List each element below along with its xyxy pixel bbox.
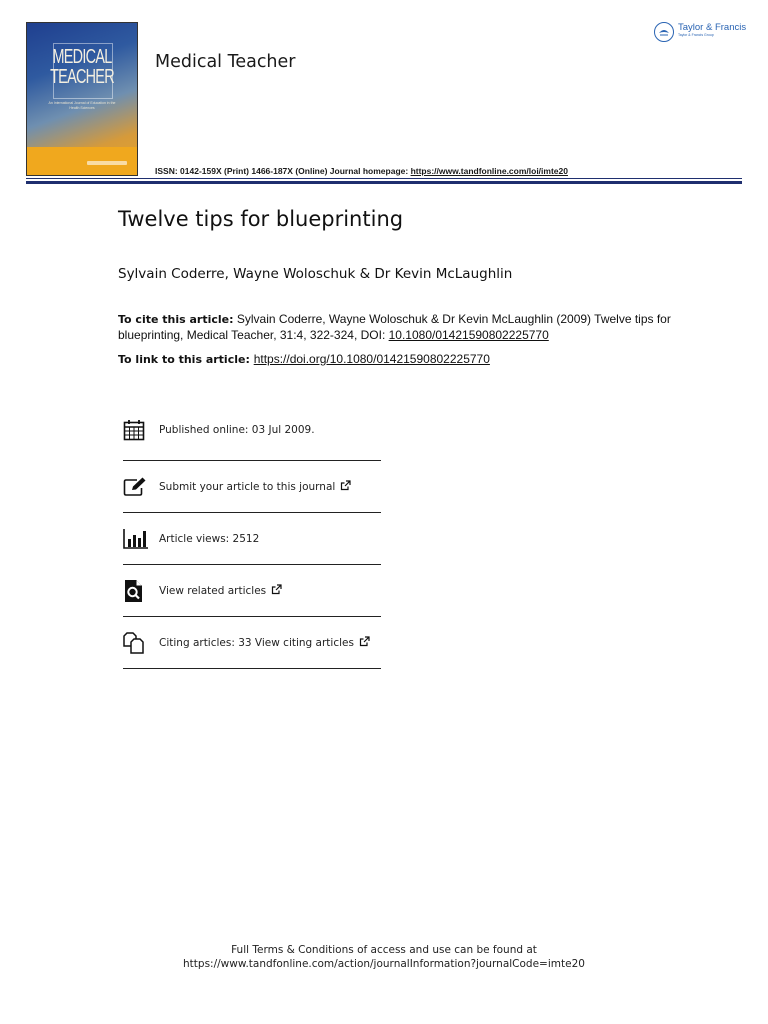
header-rule-thin	[26, 178, 742, 179]
article-authors: Sylvain Coderre, Wayne Woloschuk & Dr Kevin McLaughlin	[118, 266, 513, 282]
meta-related[interactable]	[123, 565, 381, 617]
publisher-circle-icon	[654, 22, 674, 42]
article-views: Article views: 2512	[159, 532, 260, 545]
journal-title[interactable]: Medical Teacher	[155, 52, 296, 72]
external-link-icon	[271, 584, 282, 595]
journal-homepage-link[interactable]: https://www.tandfonline.com/loi/imte20	[410, 166, 568, 176]
cite-doi-link[interactable]: 10.1080/01421590802225770	[388, 327, 549, 342]
article-meta-list	[123, 400, 381, 669]
calendar-icon	[123, 417, 155, 443]
bar-chart-icon	[123, 526, 155, 552]
cover-band	[27, 147, 137, 175]
published-date: Published online: 03 Jul 2009.	[159, 424, 315, 436]
submit-article-label: Submit your article to this journal	[159, 481, 336, 493]
link-label: To link to this article:	[118, 353, 254, 366]
cover-title-line2: TEACHER	[50, 66, 114, 88]
related-articles-label: View related articles	[159, 585, 267, 597]
submit-article-link[interactable]	[159, 480, 351, 493]
meta-published	[123, 400, 381, 461]
footer	[0, 943, 768, 971]
publisher-group: Taylor & Francis Group	[678, 33, 714, 37]
related-articles-link[interactable]	[159, 584, 282, 597]
footer-terms-line: Full Terms & Conditions of access and use can be found at	[231, 944, 537, 956]
cover-title-line1: MEDICAL	[52, 46, 112, 68]
header-rule-thick	[26, 181, 742, 184]
publisher-logo[interactable]	[654, 22, 746, 42]
article-title: Twelve tips for blueprinting	[118, 207, 404, 231]
citing-documents-icon	[123, 630, 155, 656]
publisher-name: Taylor & Francis	[678, 22, 747, 33]
external-link-icon	[340, 480, 351, 491]
citation	[118, 312, 678, 343]
external-link-icon	[359, 636, 370, 647]
search-document-icon	[123, 578, 155, 604]
citing-articles-link[interactable]	[159, 636, 370, 649]
cover-title	[42, 47, 121, 87]
meta-citing[interactable]	[123, 617, 381, 669]
cite-text: Sylvain Coderre, Wayne Woloschuk & Dr Kevin McLaughlin (2009) Twelve tips for blueprinting, Medical Teacher, 31:4, 322-324, DOI:	[118, 312, 671, 342]
meta-submit[interactable]	[123, 461, 381, 513]
journal-cover	[26, 22, 138, 176]
cover-publisher-logo	[87, 161, 127, 165]
citing-articles-label: Citing articles: 33 View citing articles	[159, 637, 354, 649]
edit-icon	[123, 474, 155, 500]
article-doi-link[interactable]: https://doi.org/10.1080/01421590802225770	[253, 352, 490, 366]
issn-line	[155, 166, 568, 176]
issn-text: ISSN: 0142-159X (Print) 1466-187X (Online) Journal homepage:	[155, 166, 411, 176]
meta-views	[123, 513, 381, 565]
cite-label: To cite this article:	[118, 313, 234, 326]
footer-terms-link[interactable]: https://www.tandfonline.com/action/journalInformation?journalCode=imte20	[183, 958, 585, 970]
cover-subtitle: An International Journal of Education in the Health Sciences	[48, 101, 116, 110]
article-link	[118, 352, 490, 366]
